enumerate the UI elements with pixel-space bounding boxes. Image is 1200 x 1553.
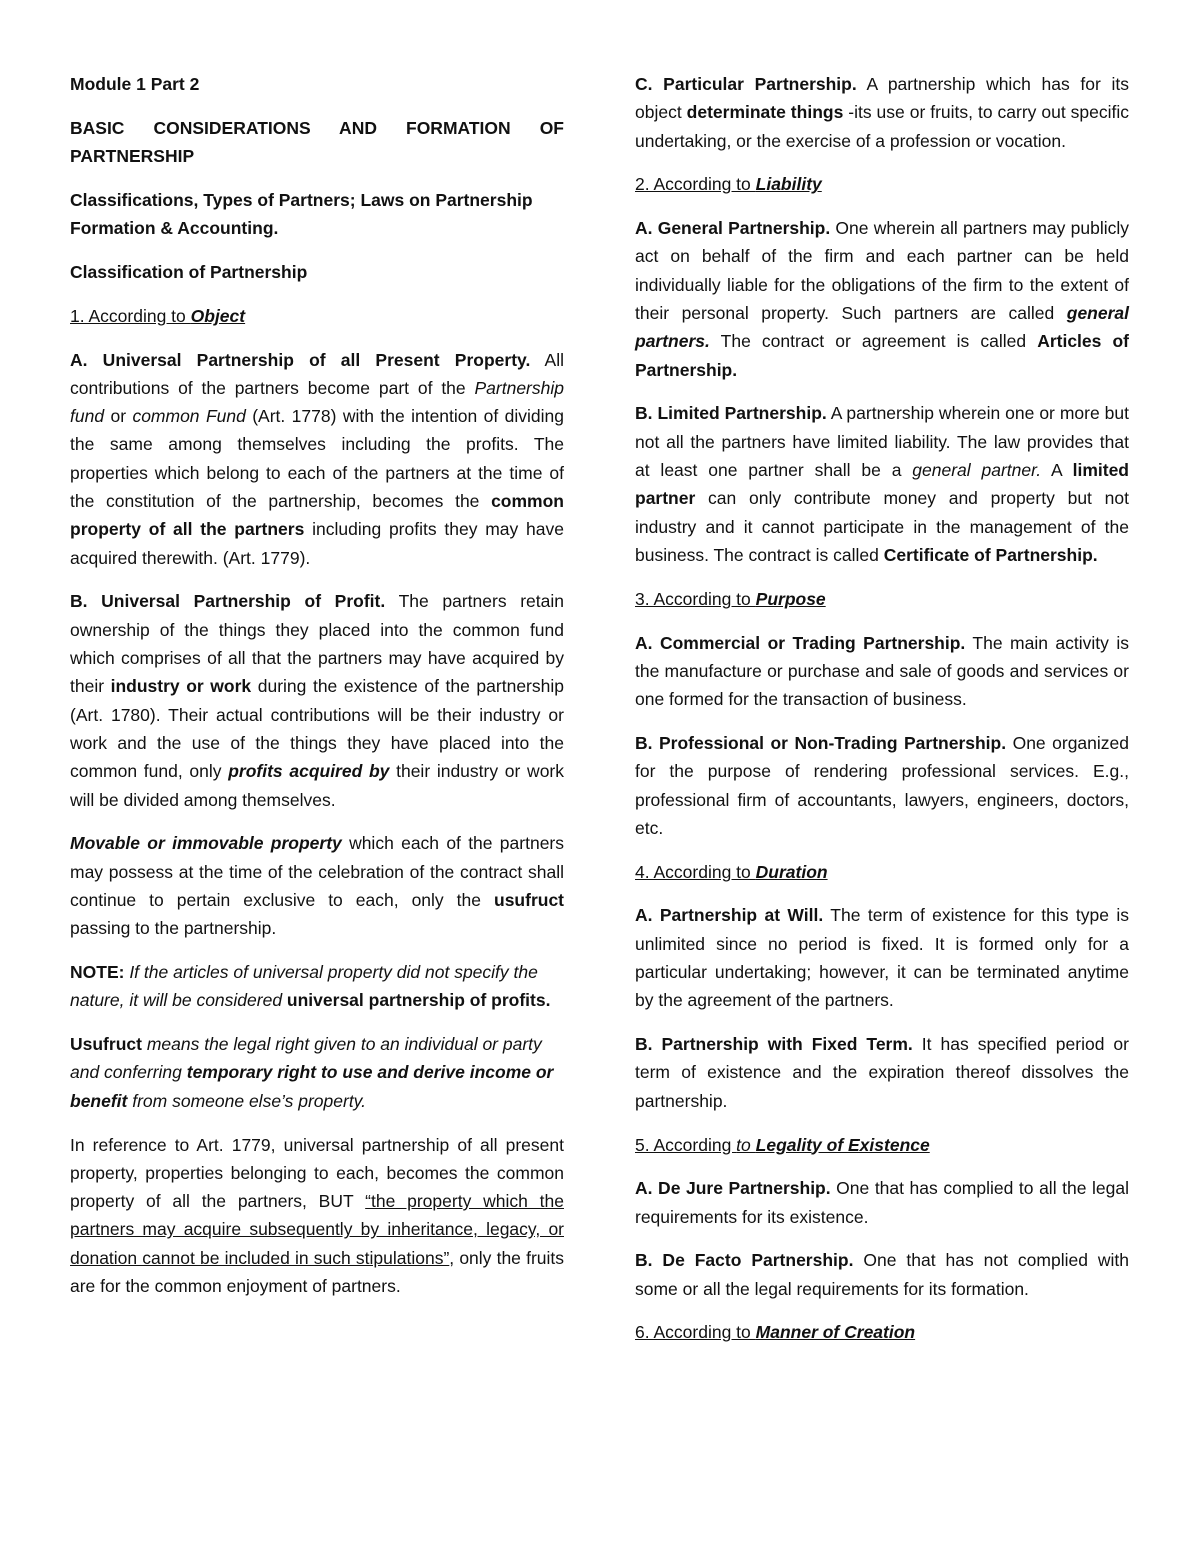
right-column [635,70,1129,1362]
universal-profit-paragraph: B. Universal Partnership of Profit. The partners retain ownership of the things they placed into the common fund which comprises of all that the partners may have acquired by their industry or work during the existence of the partnership (Art. 1780). Their actual contributions will be their industry or work and the use of the things they have placed into the common fund, only profits acquired by their industry or work will be divided among themselves. [70,591,565,810]
fixed-term-paragraph: B. Partnership with Fixed Term. It has specified period or term of existence and the expiration thereof dissolves the partnership. [635,1034,1129,1111]
section-heading-liability: 2. According to Liability [635,174,822,195]
commercial-partnership-paragraph: A. Commercial or Trading Partnership. The main activity is the manufacture or purchase and sale of goods and services or one formed for the transaction of business. [635,632,1129,710]
section-heading-duration: 4. According to Duration [635,861,828,882]
usufruct-paragraph: Usufruct means the legal right given to an individual or party and conferring temporary right to use and derive income or benefit from someone else’s property. [70,1034,554,1111]
section-heading-manner-of-creation: 6. According to Manner of Creation [635,1322,916,1343]
professional-partnership-paragraph: B. Professional or Non-Trading Partnership. One organized for the purpose of rendering professional services. E.g., professional firm of accountants, lawyers, engineers, doctors, etc. [635,732,1130,838]
main-title: BASIC CONSIDERATIONS AND FORMATION OF PARTNERSHIP [70,117,564,167]
section-heading-legality: 5. According to Legality of Existence [635,1134,930,1155]
particular-partnership-paragraph: C. Particular Partnership. A partnership which has for its object determinate things -its use or fruits, to carry out specific undertaking, or the exercise of a profession or vocation. [635,74,1129,151]
module-label: Module 1 Part 2 [70,74,200,94]
general-partnership-paragraph: A. General Partnership. One wherein all partners may publicly act on behalf of the firm and each partner can be held individually liable for the obligations of the firm to the extent of their personal property. Such partners are called general partners. The contract or agreement is called Articles of Partnership. [635,218,1129,380]
classification-heading: Classification of Partnership [70,261,308,282]
limited-partnership-paragraph: B. Limited Partnership. A partnership wherein one or more but not all the partners have limited liability. The law provides that at least one partner shall be a general partner. A limited partner can only contribute money and property but not industry and it cannot participate in the management of the business. The contract is called Certificate of Partnership. [635,403,1130,565]
left-column [70,70,564,1316]
note-paragraph: NOTE: If the articles of universal property did not specify the nature, it will be considered universal partnership of profits. [70,962,551,1011]
de-facto-paragraph: B. De Facto Partnership. One that has not complied with some or all the legal requirements for its formation. [635,1250,1129,1299]
de-jure-paragraph: A. De Jure Partnership. One that has complied to all the legal requirements for its existence. [635,1178,1129,1227]
section-heading-purpose: 3. According to Purpose [635,588,826,609]
section-heading-object: 1. According to Object [70,305,246,326]
partnership-at-will-paragraph: A. Partnership at Will. The term of existence for this type is unlimited since no period is fixed. It is formed only for a particular undertaking; however, it can be terminated anytime by the agreement of the partners. [635,905,1129,1011]
universal-present-property-paragraph: A. Universal Partnership of all Present Property. All contributions of the partners become part of the Partnership fund or common Fund (Art. 1778) with the intention of dividing the same among themselves including the profits. The properties which belong to each of the partners at the time of the constitution of the partnership, becomes the common property of all the partners including profits they may have acquired therewith. (Art. 1779). [70,349,564,568]
reference-paragraph: In reference to Art. 1779, universal partnership of all present property, properties belonging to each, becomes the common property of all the partners, BUT “the property which the partners may acquire subsequently by inheritance, legacy, or donation cannot be included in such stipulations”, only the fruits are for the common enjoyment of partners. [70,1134,564,1296]
movable-property-paragraph: Movable or immovable property which each of the partners may possess at the time of the celebration of the contract shall continue to pertain exclusive to each, only the usufruct passing to the partnership. [70,833,565,939]
subtitle: Classifications, Types of Partners; Laws on Partnership Formation & Accounting. [70,189,533,239]
